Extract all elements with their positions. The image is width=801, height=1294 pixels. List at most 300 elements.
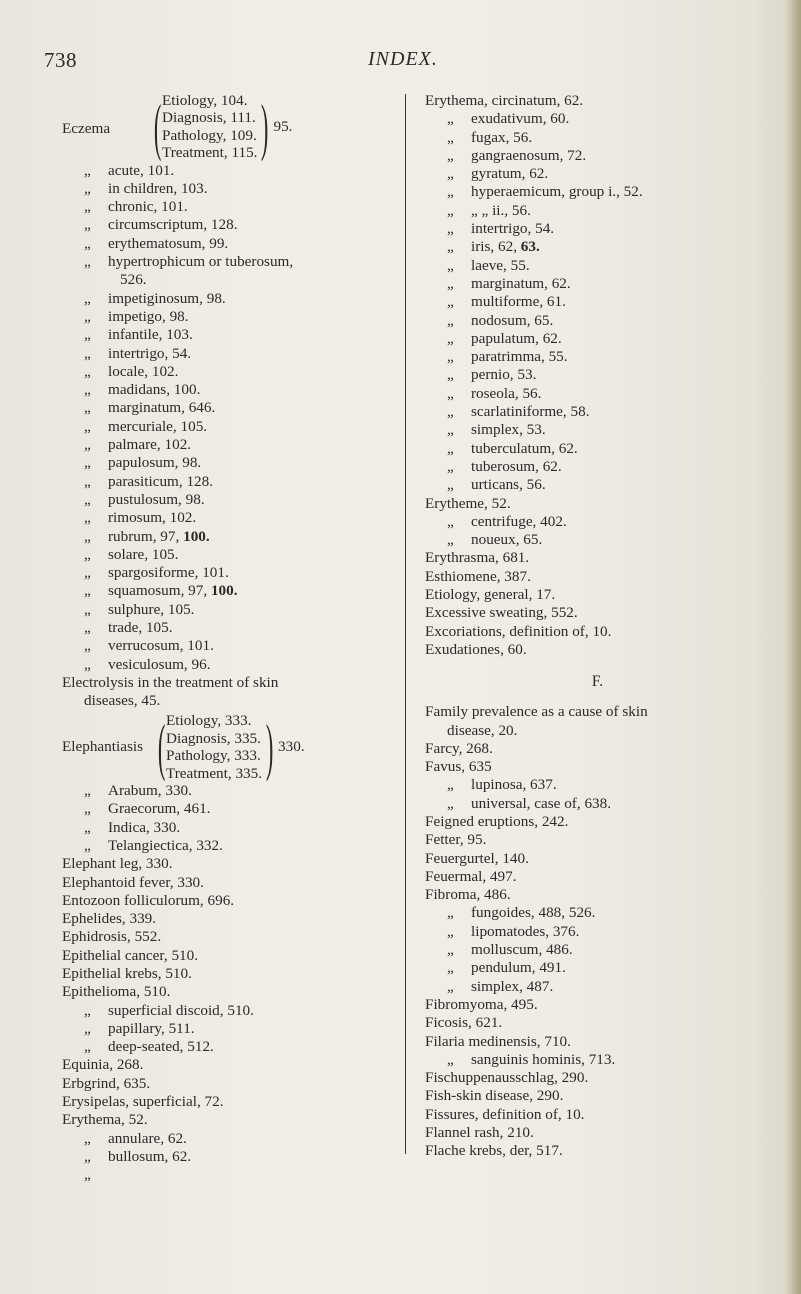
- ditto-mark: „: [84, 1019, 91, 1037]
- entry-text: infantile, 103.: [108, 326, 193, 344]
- eczema-subentry: [62, 509, 392, 527]
- index-entry: [425, 1069, 770, 1087]
- entry-text: Fetter, 95.: [425, 831, 487, 849]
- index-entry: [425, 813, 770, 831]
- entry-text: deep-seated, 512.: [108, 1038, 214, 1056]
- filaria-subentries: [425, 1051, 770, 1069]
- entry-text: simplex, 53.: [471, 421, 546, 439]
- entry-text: pendulum, 491.: [471, 959, 566, 977]
- entry-text: 526.: [120, 271, 147, 289]
- eczema-subentry: [62, 601, 392, 619]
- entry-text: Epithelioma, 510.: [62, 983, 171, 1001]
- ditto-mark: „: [84, 1001, 91, 1019]
- bold-ref: 63.: [520, 238, 540, 256]
- entry-text: spargosiforme, 101.: [108, 564, 229, 582]
- entry-text: sulphure, 105.: [108, 600, 195, 618]
- entry-text: universal, case of, 638.: [471, 794, 612, 812]
- eczema-subentry: [62, 564, 392, 582]
- index-entry: [62, 947, 392, 965]
- ditto-mark: „: [447, 457, 454, 475]
- erythema-subentry: [425, 330, 770, 348]
- ditto-mark: „: [447, 922, 454, 940]
- braced-item: Diagnosis, 335.: [166, 729, 261, 747]
- index-entry-continued: disease, 20.: [447, 721, 518, 739]
- fibroma-subentry: [425, 904, 770, 922]
- braced-item: Pathology, 109.: [162, 126, 257, 144]
- eczema-subentry: [62, 473, 392, 491]
- eczema-subentries: [62, 162, 392, 674]
- entry-text: Flannel rash, 210.: [425, 1124, 534, 1142]
- entry-text: Esthiomene, 387.: [425, 567, 531, 585]
- ditto-mark: „: [84, 454, 91, 472]
- fibroma-subentry: [425, 978, 770, 996]
- eczema-subentry: [62, 436, 392, 454]
- entry-text: hypertrophicum or tuberosum,: [108, 253, 294, 271]
- favus-subentry: [425, 795, 770, 813]
- eczema-subentry: [62, 454, 392, 472]
- ditto-mark: „: [84, 618, 91, 636]
- entry-text: circumscriptum, 128.: [108, 216, 238, 234]
- entry-text: nodosum, 65.: [471, 311, 554, 329]
- entry-text: annulare, 62.: [108, 1129, 187, 1147]
- entry-text: Feuermal, 497.: [425, 867, 517, 885]
- ditto-mark: „: [84, 527, 91, 545]
- ditto-mark: „: [84, 436, 91, 454]
- ditto-mark: „: [447, 165, 454, 183]
- entry-text: impetiginosum, 98.: [108, 289, 226, 307]
- ditto-mark: „: [84, 637, 91, 655]
- entry-text: rimosum, 102.: [108, 509, 197, 527]
- erythema-subentry: [425, 202, 770, 220]
- elephantiasis-group: [62, 712, 392, 782]
- ditto-mark: „: [447, 366, 454, 384]
- ditto-mark: „: [447, 110, 454, 128]
- left-column: [62, 92, 392, 1185]
- ditto-mark: „: [447, 476, 454, 494]
- entry-text: tuberculatum, 62.: [471, 439, 578, 457]
- close-brace: ): [261, 90, 269, 162]
- entry-text: Telangiectica, 332.: [108, 836, 223, 854]
- entry-text: rubrum, 97,: [108, 527, 184, 545]
- ditto-mark: „: [84, 600, 91, 618]
- epithelioma-subentry: [62, 1038, 392, 1056]
- ditto-mark: „: [447, 904, 454, 922]
- index-entry: [425, 740, 770, 758]
- ditto-mark: „: [84, 161, 91, 179]
- entry-text: Epithelial krebs, 510.: [62, 965, 192, 982]
- entry-text: fugax, 56.: [471, 128, 533, 146]
- entry-text: simplex, 487.: [471, 977, 554, 995]
- ditto-mark: „: [447, 201, 454, 219]
- entry-text: Ephelides, 339.: [62, 910, 157, 928]
- f-entries: [425, 740, 770, 777]
- index-entry: [62, 1093, 392, 1111]
- eczema-subentry: [62, 180, 392, 198]
- ditto-mark: „: [447, 146, 454, 164]
- entry-text: Farcy, 268.: [425, 739, 493, 757]
- ditto-mark: „: [447, 794, 454, 812]
- ditto-mark: „: [447, 403, 454, 421]
- ditto-mark: „: [447, 128, 454, 146]
- entry-text: solare, 105.: [108, 545, 179, 563]
- erythema-subentry: [425, 403, 770, 421]
- ditto-mark: „: [447, 329, 454, 347]
- entry-text: centrifuge, 402.: [471, 512, 567, 530]
- index-entry: [425, 831, 770, 849]
- ditto-mark: „: [447, 348, 454, 366]
- ditto-mark: „: [447, 439, 454, 457]
- index-entry: [425, 586, 770, 604]
- index-entry: [62, 983, 392, 1001]
- erythema-subentry: [425, 440, 770, 458]
- ditto-mark: „: [447, 1050, 454, 1068]
- ditto-mark: „: [84, 655, 91, 673]
- ditto-mark: „: [447, 421, 454, 439]
- entry-text: superficial discoid, 510.: [108, 1001, 254, 1019]
- erythema-subentry: [425, 385, 770, 403]
- ditto-mark: „: [84, 1147, 91, 1165]
- index-entry: [62, 1075, 392, 1093]
- right-column: [425, 92, 770, 1161]
- eczema-subentry: [62, 235, 392, 253]
- entry-text: vesiculosum, 96.: [108, 655, 211, 673]
- braced-item: Diagnosis, 111.: [162, 109, 256, 127]
- index-entry: [62, 1056, 392, 1074]
- entry-text: Erythrasma, 681.: [425, 549, 530, 567]
- entry-text: gyratum, 62.: [471, 165, 549, 183]
- left-entries-tail: [62, 1056, 392, 1129]
- erythema-subentry: [425, 312, 770, 330]
- entry-text: Ephidrosis, 552.: [62, 928, 162, 946]
- index-entry: [62, 910, 392, 928]
- erythema-subentry: [62, 1148, 392, 1166]
- erytheme-subentry: [425, 531, 770, 549]
- ditto-mark: „: [84, 490, 91, 508]
- f-entries: [425, 996, 770, 1051]
- fibroma-subentry: [425, 923, 770, 941]
- elephantiasis-subentry: [62, 782, 392, 800]
- braced-item: Etiology, 333.: [166, 712, 252, 730]
- eczema-subentry: [62, 528, 392, 546]
- index-entry: Erythema, circinatum, 62.: [425, 92, 584, 109]
- entry-text: madidans, 100.: [108, 381, 201, 399]
- erytheme-subentry: [425, 513, 770, 531]
- elephantiasis-subentry: [62, 800, 392, 818]
- index-entry: [425, 623, 770, 641]
- eczema-subentry: [62, 216, 392, 234]
- index-entry: [425, 1033, 770, 1051]
- index-entry: [62, 855, 392, 873]
- eczema-subentry: [62, 399, 392, 417]
- index-entry: [62, 874, 392, 892]
- column-divider: [405, 94, 406, 1154]
- entry-text: Etiology, general, 17.: [425, 586, 556, 604]
- erythema-subentries-left: [62, 1130, 392, 1185]
- ditto-mark: „: [447, 311, 454, 329]
- erythema-subentry: [425, 421, 770, 439]
- entry-text: trade, 105.: [108, 618, 173, 636]
- entry-text: lupinosa, 637.: [471, 776, 557, 794]
- eczema-subentry: [62, 308, 392, 326]
- entry-text: Feigned eruptions, 242.: [425, 812, 569, 830]
- ditto-mark: „: [84, 582, 91, 600]
- erythema-subentry: [425, 129, 770, 147]
- entry-text: noueux, 65.: [471, 531, 543, 549]
- ditto-mark: „: [84, 289, 91, 307]
- entry-text: intertrigo, 54.: [108, 344, 192, 362]
- entry-text: Graecorum, 461.: [108, 800, 211, 818]
- left-entries: [62, 855, 392, 1001]
- entry-text: Indica, 330.: [108, 818, 181, 836]
- entry-text: Favus, 635: [425, 758, 492, 776]
- braced-list: [166, 712, 262, 782]
- bold-ref: 100.: [210, 582, 238, 600]
- open-brace: (: [153, 90, 162, 162]
- index-entry: [425, 886, 770, 904]
- page-number: 738: [44, 48, 77, 72]
- braced-item: Pathology, 333.: [166, 747, 261, 765]
- erythema-subentries-right: [425, 110, 770, 494]
- close-brace: ): [265, 711, 274, 783]
- index-entry: [425, 850, 770, 868]
- epithelioma-subentry: [62, 1002, 392, 1020]
- eczema-subentry: [62, 619, 392, 637]
- epithelioma-subentries: [62, 1002, 392, 1057]
- entry-text: Fibroma, 486.: [425, 886, 511, 904]
- ditto-mark: „: [447, 512, 454, 530]
- entry-text: tuberosum, 62.: [471, 457, 562, 475]
- ditto-mark: „: [84, 307, 91, 325]
- index-entry: [62, 892, 392, 910]
- erythema-subentry: [425, 366, 770, 384]
- ditto-mark: „: [447, 959, 454, 977]
- entry-text: molluscum, 486.: [471, 941, 573, 959]
- entry-text: sanguinis hominis, 713.: [471, 1050, 616, 1068]
- entry-text: lipomatodes, 376.: [471, 922, 580, 940]
- ditto-mark: „: [84, 1166, 91, 1184]
- entry-text: Epithelial cancer, 510.: [62, 946, 199, 964]
- entry-text: acute, 101.: [108, 161, 175, 179]
- ditto-mark: „: [447, 274, 454, 292]
- ditto-mark: „: [84, 509, 91, 527]
- fibroma-subentry: [425, 941, 770, 959]
- ditto-mark: „: [84, 399, 91, 417]
- elephantiasis-subentries: [62, 782, 392, 855]
- entry-term: Elephantiasis: [62, 738, 143, 756]
- entry-text: Fischuppenausschlag, 290.: [425, 1069, 589, 1087]
- entry-text: Erbgrind, 635.: [62, 1074, 151, 1092]
- ditto-mark: „: [84, 344, 91, 362]
- eczema-subentry: [62, 363, 392, 381]
- index-entry: [425, 641, 770, 659]
- index-entry: Family prevalence as a cause of skin: [425, 703, 648, 721]
- entry-text: Excessive sweating, 552.: [425, 604, 578, 622]
- entry-text: mercuriale, 105.: [108, 417, 208, 435]
- ditto-mark: „: [84, 326, 91, 344]
- entry-text: Elephantoid fever, 330.: [62, 873, 204, 891]
- ditto-mark: „: [447, 531, 454, 549]
- eczema-subentry: [62, 253, 392, 271]
- index-entry: [425, 568, 770, 586]
- index-entry: [425, 1106, 770, 1124]
- eczema-subentry: [62, 345, 392, 363]
- ditto-mark: „: [84, 472, 91, 490]
- entry-text: fungoides, 488, 526.: [471, 904, 596, 922]
- entry-text: Feuergurtel, 140.: [425, 849, 529, 867]
- entry-text: Ficosis, 621.: [425, 1014, 503, 1032]
- ditto-mark: „: [447, 256, 454, 274]
- erythema-subentry: [425, 257, 770, 275]
- eczema-subentry: [62, 546, 392, 564]
- ditto-mark: „: [84, 800, 91, 818]
- entry-text: „ „ ii., 56.: [471, 201, 531, 219]
- eczema-subentry: [62, 656, 392, 674]
- erythema-subentry: [425, 220, 770, 238]
- ditto-mark: „: [84, 216, 91, 234]
- erythema-subentry: [425, 183, 770, 201]
- entry-text: paratrimma, 55.: [471, 348, 568, 366]
- entry-text: in children, 103.: [108, 179, 208, 197]
- ditto-mark: „: [84, 381, 91, 399]
- index-entry: [62, 965, 392, 983]
- favus-subentries: [425, 776, 770, 813]
- entry-text: Filaria medinensis, 710.: [425, 1032, 571, 1050]
- epithelioma-subentry: [62, 1020, 392, 1038]
- entry-text: Fish-skin disease, 290.: [425, 1087, 564, 1105]
- eczema-subentry: [62, 162, 392, 180]
- entry-text: chronic, 101.: [108, 198, 188, 216]
- entry-text: Exudationes, 60.: [425, 640, 527, 658]
- ditto-mark: „: [447, 220, 454, 238]
- ditto-mark: „: [84, 818, 91, 836]
- ditto-mark: „: [84, 417, 91, 435]
- ditto-mark: „: [84, 179, 91, 197]
- erythema-subentry: [425, 476, 770, 494]
- entry-text: palmare, 102.: [108, 436, 192, 454]
- index-entry: [425, 758, 770, 776]
- entry-text: Equinia, 268.: [62, 1056, 144, 1074]
- entry-text: Entozoon folliculorum, 696.: [62, 891, 235, 909]
- entry-text: pernio, 53.: [471, 366, 537, 384]
- index-entry: [425, 1014, 770, 1032]
- favus-subentry: [425, 776, 770, 794]
- entry-text: erythematosum, 99.: [108, 234, 229, 252]
- filaria-subentry: [425, 1051, 770, 1069]
- running-head: INDEX.: [368, 48, 438, 70]
- f-entries: [425, 1069, 770, 1160]
- entry-text: Erythema, 52.: [62, 1111, 148, 1129]
- entry-text: papulosum, 98.: [108, 454, 202, 472]
- entry-text: Flache krebs, der, 517.: [425, 1142, 563, 1160]
- eczema-subentry: [62, 637, 392, 655]
- f-entries: [425, 813, 770, 904]
- erythema-subentry: [425, 165, 770, 183]
- ditto-mark: „: [447, 183, 454, 201]
- eczema-subentry: [62, 290, 392, 308]
- ditto-mark: „: [84, 362, 91, 380]
- bold-ref: 100.: [183, 527, 210, 545]
- erythema-subentry: [425, 348, 770, 366]
- eczema-subentry: [62, 491, 392, 509]
- ditto-mark: „: [447, 941, 454, 959]
- entry-text: marginatum, 646.: [108, 399, 216, 417]
- entry-text: multiforme, 61.: [471, 293, 566, 311]
- braced-ref: 330.: [278, 738, 305, 756]
- erythema-subentry: [425, 110, 770, 128]
- eczema-subentry: [62, 271, 392, 289]
- index-entry: Electrolysis in the treatment of skin: [62, 673, 279, 691]
- entry-text: papillary, 511.: [108, 1019, 195, 1037]
- entry-text: marginatum, 62.: [471, 274, 571, 292]
- entry-text: papulatum, 62.: [471, 329, 562, 347]
- ditto-mark: „: [447, 293, 454, 311]
- index-entry: [425, 1142, 770, 1160]
- eczema-subentry: [62, 326, 392, 344]
- erytheme-subentries: [425, 513, 770, 550]
- fibroma-subentry: [425, 959, 770, 977]
- erythema-subentry: [425, 238, 770, 256]
- ditto-mark: „: [84, 198, 91, 216]
- index-entry: [425, 868, 770, 886]
- index-entry: [425, 1124, 770, 1142]
- ditto-mark: „: [447, 776, 454, 794]
- entry-text: verrucosum, 101.: [108, 637, 214, 655]
- elephantiasis-subentry: [62, 819, 392, 837]
- braced-ref: 95.: [273, 117, 293, 135]
- eczema-group: [62, 92, 392, 162]
- braced-item: Treatment, 335.: [166, 764, 263, 782]
- entry-text: locale, 102.: [108, 362, 179, 380]
- ditto-mark: „: [447, 384, 454, 402]
- entry-term: Eczema: [62, 119, 111, 137]
- index-entry: Erytheme, 52.: [425, 494, 511, 512]
- section-letter-f: F.: [591, 673, 604, 691]
- entry-text: squamosum, 97,: [108, 582, 211, 600]
- erythema-subentry: [62, 1130, 392, 1148]
- erythema-subentry: [425, 458, 770, 476]
- erythema-subentry: [425, 147, 770, 165]
- entry-text: bullosum, 62.: [108, 1147, 192, 1165]
- entry-text: intertrigo, 54.: [471, 220, 555, 238]
- entry-text: gangraenosum, 72.: [471, 146, 587, 164]
- index-entry: [62, 1111, 392, 1129]
- page-edge-shading: [783, 0, 801, 1294]
- entry-text: Erysipelas, superficial, 72.: [62, 1093, 224, 1111]
- entry-text: urticans, 56.: [471, 476, 546, 494]
- ditto-mark: „: [84, 564, 91, 582]
- entry-text: impetigo, 98.: [108, 307, 189, 325]
- braced-list: [162, 92, 257, 162]
- entry-text: Elephant leg, 330.: [62, 855, 173, 873]
- entry-text: laeve, 55.: [471, 256, 530, 274]
- entry-text: Fissures, definition of, 10.: [425, 1105, 585, 1123]
- braced-item: Treatment, 115.: [162, 144, 258, 162]
- index-entry: [425, 604, 770, 622]
- eczema-subentry: [62, 381, 392, 399]
- ditto-mark: „: [84, 836, 91, 854]
- entry-text: hyperaemicum, group i., 52.: [471, 183, 643, 201]
- entry-text: exudativum, 60.: [471, 110, 570, 128]
- entry-text: parasiticum, 128.: [108, 472, 214, 490]
- entry-text: pustulosum, 98.: [108, 490, 205, 508]
- fibroma-subentries: [425, 904, 770, 995]
- entry-text: Excoriations, definition of, 10.: [425, 622, 612, 640]
- ditto-mark: „: [84, 782, 91, 800]
- eczema-subentry: [62, 418, 392, 436]
- erythema-subentry: [425, 275, 770, 293]
- ditto-mark: „: [84, 253, 91, 271]
- index-entry: [425, 996, 770, 1014]
